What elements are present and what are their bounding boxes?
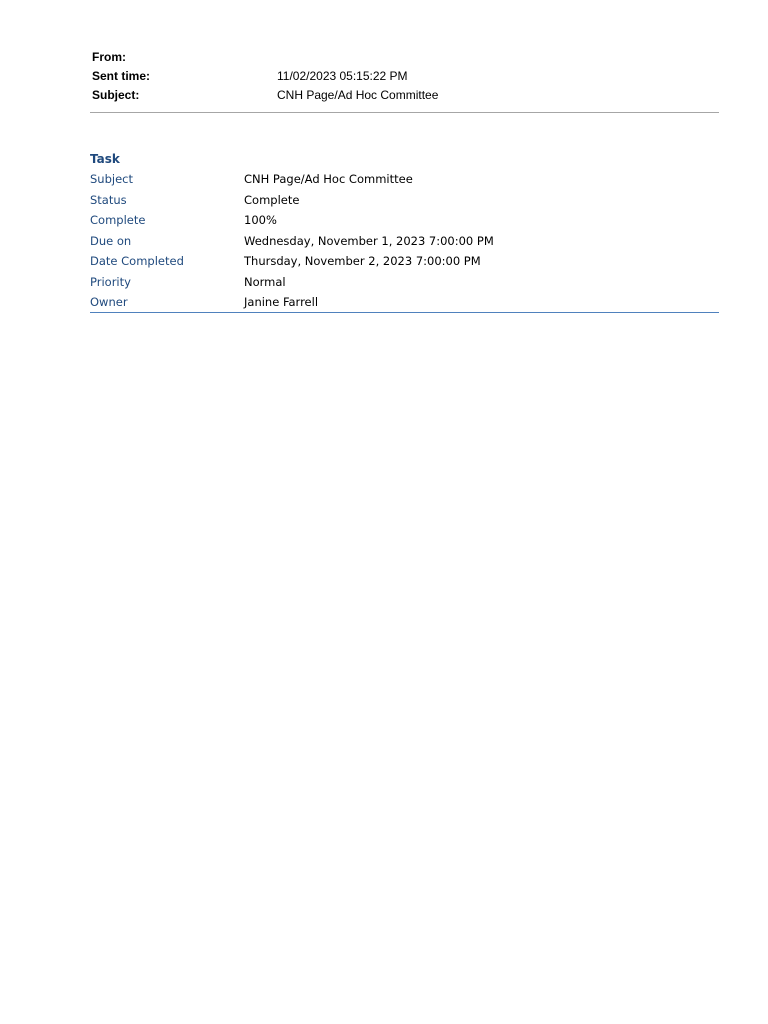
task-label-complete: Complete xyxy=(90,213,146,227)
task-row-subject xyxy=(90,169,719,190)
task-label-owner: Owner xyxy=(90,295,128,309)
task-row-priority xyxy=(90,272,719,293)
task-label-priority: Priority xyxy=(90,274,131,289)
sent-time-value: 11/02/2023 05:15:22 PM xyxy=(277,69,408,83)
task-label-status: Status xyxy=(90,192,127,207)
task-title: Task xyxy=(90,152,120,166)
task-row-date-completed xyxy=(90,251,719,272)
task-value-owner: Janine Farrell xyxy=(244,295,319,309)
task-row-due-on xyxy=(90,231,719,252)
task-details xyxy=(90,149,719,313)
header-divider xyxy=(90,112,719,113)
task-value-due-on: Wednesday, November 1, 2023 7:00:00 PM xyxy=(244,233,494,248)
subject-value: CNH Page/Ad Hoc Committee xyxy=(277,88,439,102)
task-value-subject: CNH Page/Ad Hoc Committee xyxy=(244,172,413,186)
task-value-complete: 100% xyxy=(244,213,277,227)
from-row xyxy=(92,48,719,67)
from-label: From: xyxy=(92,50,126,64)
task-label-date-completed: Date Completed xyxy=(90,254,184,268)
sent-time-label: Sent time: xyxy=(92,69,151,83)
task-label-due-on: Due on xyxy=(90,233,132,248)
email-header xyxy=(92,48,719,105)
task-row-owner xyxy=(90,292,719,313)
task-row-status xyxy=(90,190,719,211)
task-row-complete xyxy=(90,210,719,231)
task-value-status: Complete xyxy=(244,192,300,207)
subject-label: Subject: xyxy=(92,88,140,102)
task-value-date-completed: Thursday, November 2, 2023 7:00:00 PM xyxy=(244,254,481,268)
sent-time-row xyxy=(92,67,719,86)
subject-row xyxy=(92,86,719,105)
task-divider xyxy=(90,312,719,313)
task-value-priority: Normal xyxy=(244,274,286,289)
task-label-subject: Subject xyxy=(90,172,133,186)
